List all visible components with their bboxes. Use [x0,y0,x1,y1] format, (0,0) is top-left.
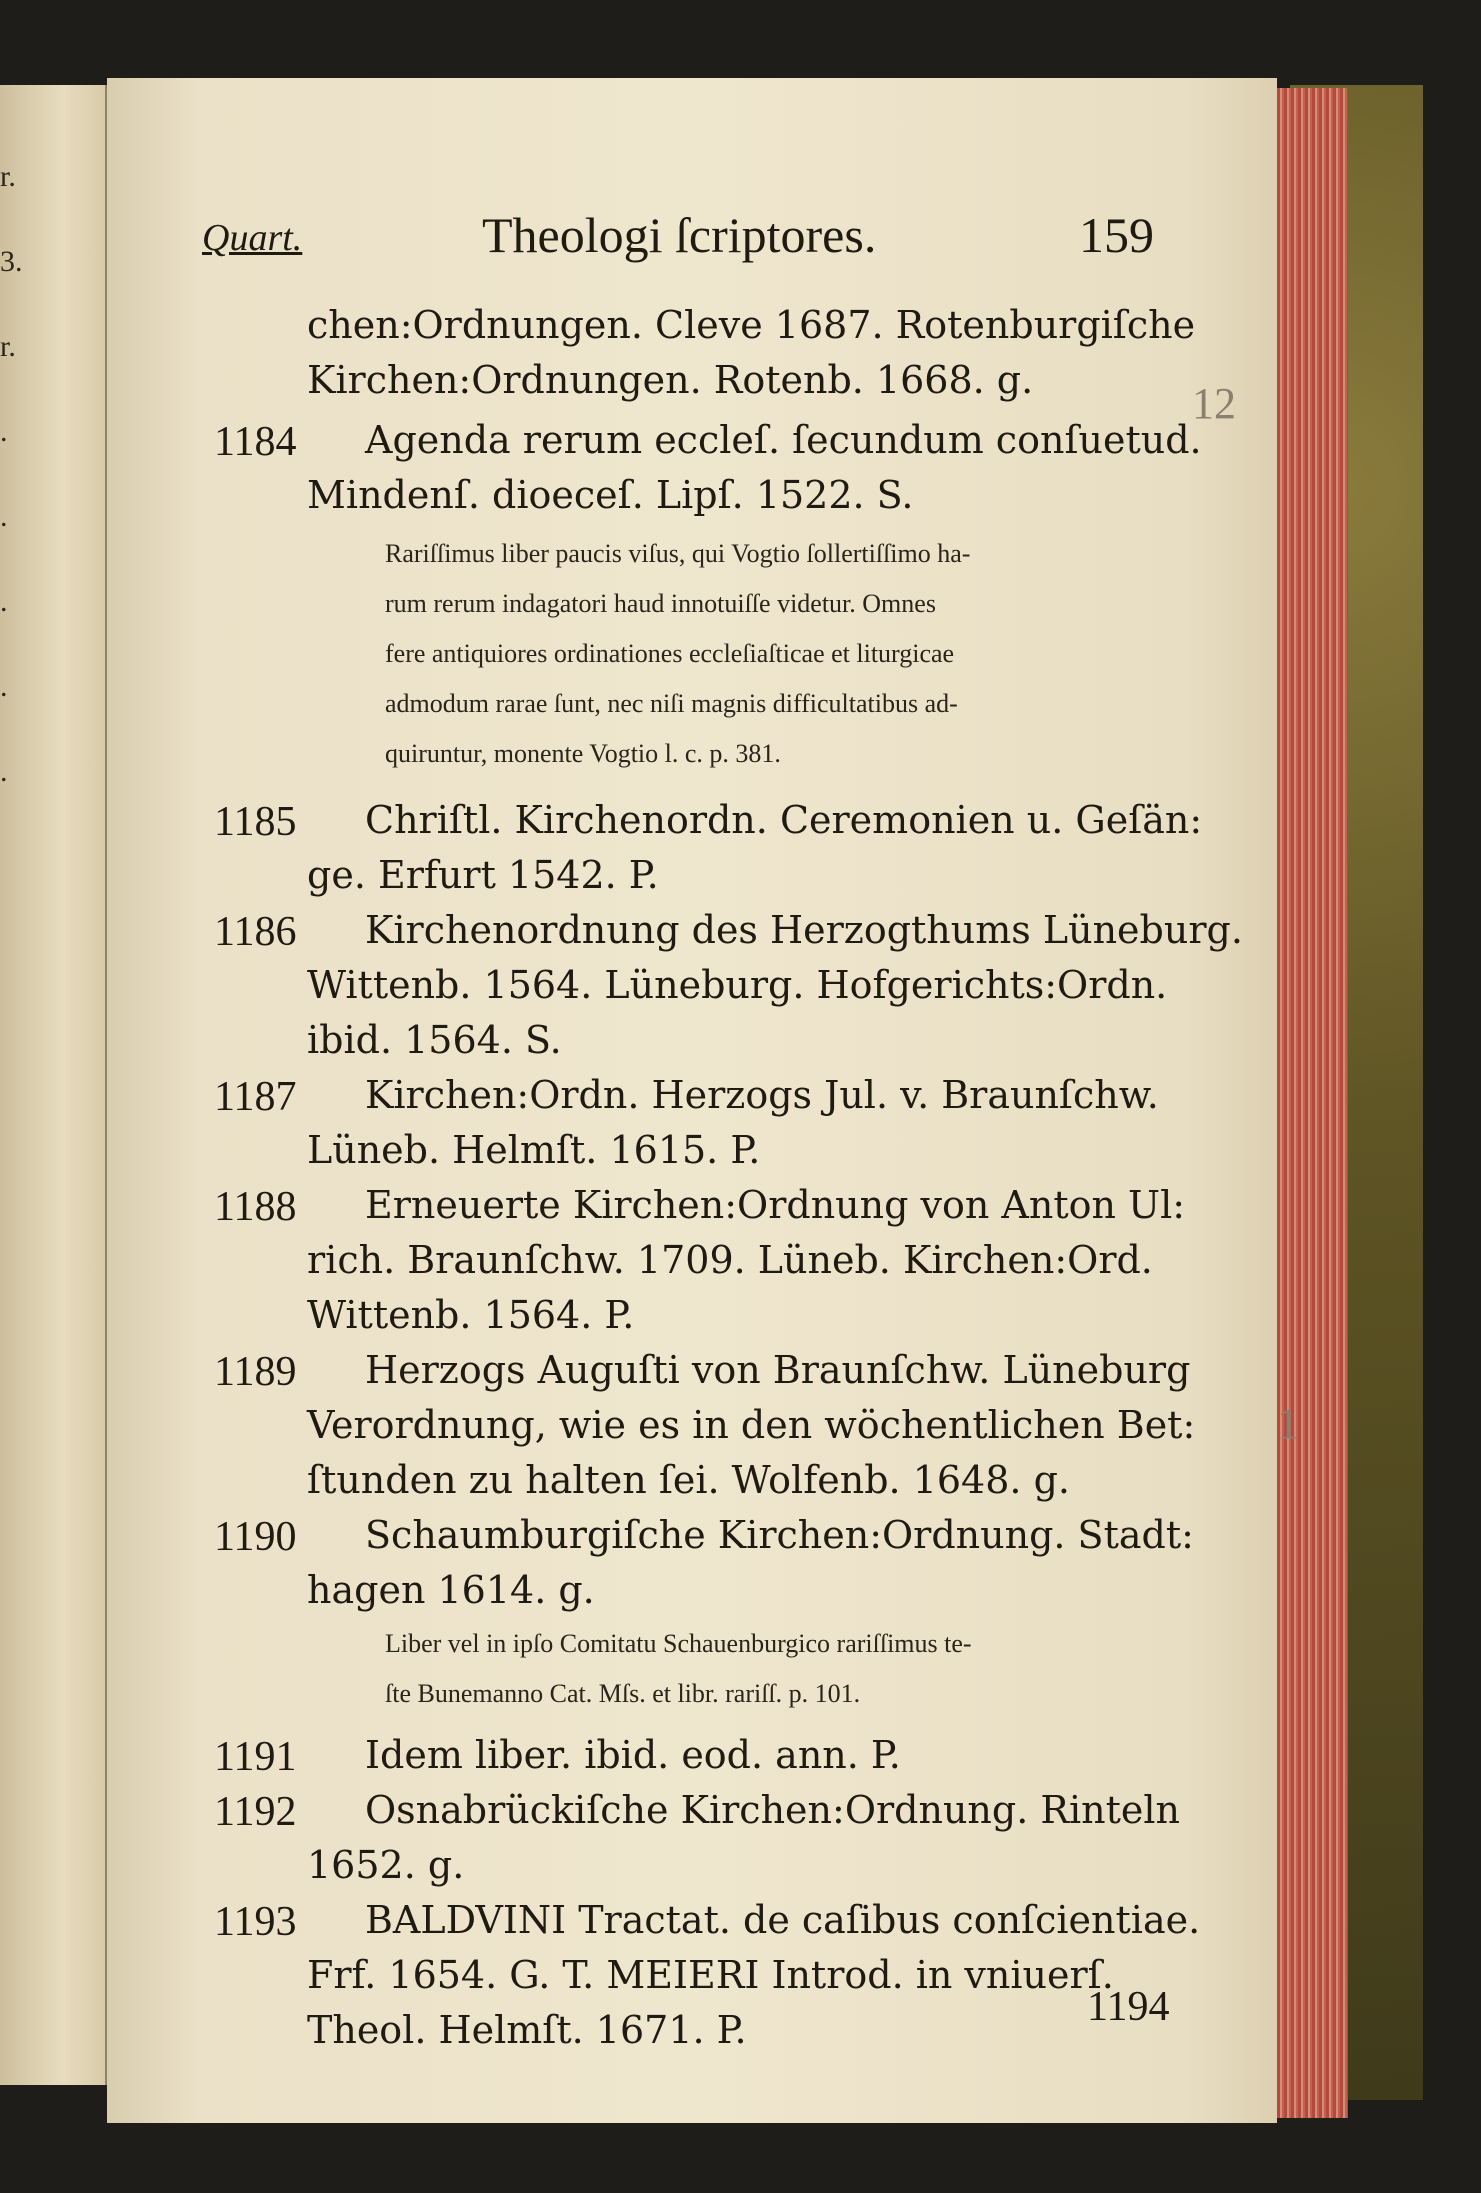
entry-line: Herzogs Auguſti von Braunſchw. Lüneburg [365,1348,1191,1392]
entry-line: BALDVINI Tractat. de caſibus conſcientiae. [365,1898,1201,1942]
entry-number: 1186 [214,909,297,955]
entry-number: 1189 [214,1349,297,1395]
entry-line: Kirchen:Ordnungen. Rotenb. 1668. g. [307,358,1034,402]
entry-line: Kirchenordnung des Herzogthums Lüneburg. [365,908,1243,952]
entry-line: Agenda rerum eccleſ. ſecundum conſuetud. [365,418,1202,462]
entry-line: 1652. g. [307,1843,465,1887]
entry-line: Lüneb. Helmſt. 1615. P. [307,1128,761,1172]
left-page-fragment: . [0,500,8,533]
entry-line: ge. Erfurt 1542. P. [307,853,659,897]
running-header [107,206,1277,266]
entry-number: 1190 [214,1514,297,1560]
left-page-fragment: . [0,415,8,448]
entry-line: Mindenſ. dioeceſ. Lipſ. 1522. S. [307,473,914,517]
left-page-fragment: r. [0,160,16,193]
entry-line: ſtunden zu halten ſei. Wolfenb. 1648. g. [307,1458,1070,1502]
entry-line: Erneuerte Kirchen:Ordnung von Anton Ul: [365,1183,1186,1227]
annotation-line: fere antiquiores ordinationes eccleſiaſticae et liturgicae [385,639,955,668]
book-page [107,78,1299,2123]
left-page-fragment: . [0,670,8,703]
entry-line: Kirchen:Ordn. Herzogs Jul. v. Braunſchw. [365,1073,1159,1117]
entry-line: rich. Braunſchw. 1709. Lüneb. Kirchen:Ord. [307,1238,1153,1282]
entry-line: Verordnung, wie es in den wöchentlichen Bet: [307,1403,1196,1447]
annotation-line: Rariſſimus liber paucis viſus, qui Vogtio ſollertiſſimo ha- [385,539,971,568]
annotation-line: quiruntur, monente Vogtio l. c. p. 381. [385,739,781,768]
margin-pencil-mark: 1 [1277,1399,1299,1448]
entry-number: 1188 [214,1184,297,1230]
entry-number: 1187 [214,1074,297,1120]
annotation-line: rum rerum indagatori haud innotuiſſe videtur. Omnes [385,589,936,618]
left-page-fragment: 3. [0,245,23,278]
entry-line: Idem liber. ibid. eod. ann. P. [365,1733,901,1777]
left-page-fragment: r. [0,330,16,363]
entry-line: Wittenb. 1564. Lüneburg. Hofgerichts:Ordn. [307,963,1168,1007]
entry-line: Chriſtl. Kirchenordn. Ceremonien u. Geſän: [365,798,1203,842]
header-title: Theologi ſcriptores. [482,207,877,263]
entry-line: Frf. 1654. G. T. MEIERI Introd. in vniuerſ. [307,1953,1114,1997]
catchword: 1194 [1087,1984,1170,2030]
entry-line: Osnabrückiſche Kirchen:Ordnung. Rinteln [365,1788,1180,1832]
entry-line: Theol. Helmſt. 1671. P. [307,2008,747,2052]
entry-line: Schaumburgiſche Kirchen:Ordnung. Stadt: [365,1513,1194,1557]
margin-pencil-mark: 12 [1192,379,1236,428]
header-format: Quart. [202,217,303,259]
left-page-fragment: . [0,585,8,618]
annotation-line: admodum rarae ſunt, nec niſi magnis difficultatibus ad- [385,689,958,718]
left-page-fragment: . [0,755,8,788]
entry-line: hagen 1614. g. [307,1568,595,1612]
entry-line: ibid. 1564. S. [307,1018,562,1062]
entry-line: Wittenb. 1564. P. [307,1293,635,1337]
entry-number: 1184 [214,419,297,465]
annotation-line: ſte Bunemanno Cat. Mſs. et libr. rariſſ. p. 101. [385,1679,861,1708]
left-facing-page [0,85,107,2085]
annotation-line: Liber vel in ipſo Comitatu Schauenburgico rariſſimus te- [385,1629,972,1658]
entry-number: 1185 [214,799,297,845]
entry-number: 1192 [214,1789,297,1835]
page-number: 159 [1079,207,1154,263]
page-block-edge [1268,88,1348,2118]
entry-line: chen:Ordnungen. Cleve 1687. Rotenburgiſche [307,303,1196,347]
entry-number: 1191 [214,1734,297,1780]
entry-number: 1193 [214,1899,297,1945]
